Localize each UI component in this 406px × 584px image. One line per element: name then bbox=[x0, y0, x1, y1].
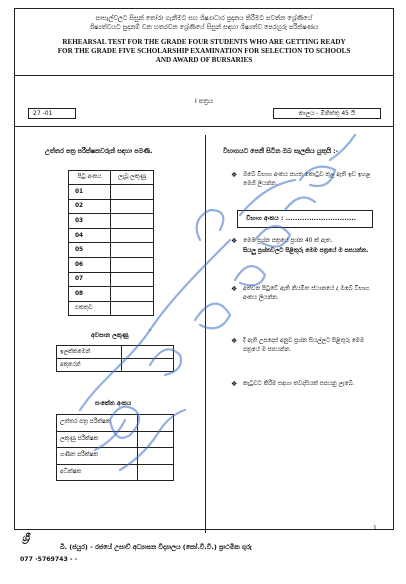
table-row bbox=[69, 272, 154, 287]
page-no-cell: 07 bbox=[69, 272, 111, 287]
in-numbers-label: ඉලක්කමෙන් bbox=[57, 346, 122, 359]
code-number-label: සංකේත අංකය bbox=[95, 400, 132, 407]
total-cell[interactable] bbox=[111, 301, 154, 316]
table-row bbox=[69, 214, 154, 229]
page-no-cell: 06 bbox=[69, 257, 111, 272]
bullet-icon: ❖ bbox=[231, 337, 238, 345]
examiners-title: උත්තර පත්‍ර පරීක්ෂකවරුන් සඳහා පමණි. bbox=[45, 148, 153, 155]
time-allowed: කාලය - මිනිත්තු 45 යි bbox=[273, 108, 381, 119]
marks-cell[interactable] bbox=[111, 214, 154, 229]
math-examiner-label: ගණිත පරීක්ෂක bbox=[57, 448, 138, 465]
marks-cell[interactable] bbox=[111, 185, 154, 200]
total-row bbox=[69, 301, 154, 316]
table-row bbox=[57, 464, 174, 481]
instruction-2a: මෙම ප්‍රශ්න පත්‍රයේ ප්‍රශ්න 40 ක් ඇත. bbox=[243, 238, 333, 244]
header-sinhala-line2: ශිෂ්‍යත්වයට සුදානම් වන හතරවන ශ්‍රේණියේ සිසුන් සඳහා ශිෂ්‍යත්ව පෙරහුරු පරීක්ෂණය bbox=[89, 23, 319, 31]
supervisor-label: අධීක්ෂක bbox=[57, 464, 138, 481]
score-table bbox=[68, 170, 154, 316]
exam-paper bbox=[14, 8, 394, 530]
marks-cell[interactable] bbox=[111, 257, 154, 272]
total-label: එකතුව bbox=[69, 301, 111, 316]
table-row bbox=[69, 199, 154, 214]
code-cell[interactable] bbox=[138, 431, 174, 448]
instruction-2b: සියලු ප්‍රශ්නවලට පිළිතුරු මෙම පත්‍රයේ ම සපයන්න. bbox=[243, 248, 369, 254]
page-no-cell: 05 bbox=[69, 243, 111, 258]
table-row bbox=[69, 257, 154, 272]
page-number-header: පිටු අංකය bbox=[69, 171, 111, 185]
in-numbers-cell[interactable] bbox=[122, 346, 174, 359]
marks-cell[interactable] bbox=[111, 243, 154, 258]
bullet-icon: ❖ bbox=[231, 171, 238, 179]
instruction-5: කැටුවට කිරීම සඳහා තවදාසියක් සපයනු ලැබේ. bbox=[243, 381, 355, 387]
page-no-cell: 01 bbox=[69, 185, 111, 200]
author-logo: ශ්‍රී bbox=[22, 533, 30, 544]
table-row bbox=[69, 243, 154, 258]
author-phone: 077 -5769743 - - bbox=[20, 556, 78, 563]
table-row bbox=[57, 346, 174, 359]
code-cell[interactable] bbox=[138, 415, 174, 432]
header-sinhala bbox=[15, 14, 393, 32]
table-row bbox=[69, 185, 154, 200]
candidate-instructions-title: විභාගයට පෙනී සිටින ඔබ සැලකිය යුතුයි :- bbox=[223, 148, 339, 155]
code-number-table bbox=[56, 414, 174, 481]
header-sinhala-line1: පාසැල්වලට සිසුන් තෝරා ගැනීමට සහ ශිෂ්‍යාධාර ප්‍රදානය කිරීමට පවත්න ශ්‍රේණියේ bbox=[95, 14, 313, 22]
instruction-3: අත්වන පිටුවේ ඇති නියමිත ස්ථානයේ ද ඔබේ විභාග අංකය ලියන්න. bbox=[243, 286, 370, 301]
bullet-icon: ❖ bbox=[231, 285, 238, 293]
page-no-cell: 02 bbox=[69, 199, 111, 214]
paper-label: I පත්‍රය bbox=[194, 97, 214, 105]
instruction-1: ඔබේ විභාග අංකය පහත කොටුව තුළ ඇති ඉඩ ඉහළ මෙහි ලියන්න. bbox=[243, 172, 371, 187]
page-no-cell: 08 bbox=[69, 287, 111, 302]
in-words-cell[interactable] bbox=[122, 359, 174, 372]
table-row bbox=[57, 431, 174, 448]
column-divider bbox=[205, 135, 206, 533]
header-english bbox=[15, 38, 393, 65]
table-row bbox=[69, 287, 154, 302]
marks-cell[interactable] bbox=[111, 272, 154, 287]
bullet-icon: ❖ bbox=[231, 380, 238, 388]
divider-middle bbox=[15, 126, 393, 127]
divider-top bbox=[15, 75, 393, 76]
bullet-icon: ❖ bbox=[231, 237, 238, 245]
table-row bbox=[69, 228, 154, 243]
marks-cell[interactable] bbox=[111, 228, 154, 243]
page-no-cell: 03 bbox=[69, 214, 111, 229]
final-marks-label: අවසාන ලකුණු bbox=[91, 332, 129, 339]
header-english-line2: FOR THE GRADE FIVE SCHOLARSHIP EXAMINATION FOR SELECTION TO SCHOOLS bbox=[57, 47, 351, 55]
in-words-label: අකුරෙන් bbox=[57, 359, 122, 372]
header-english-line3: AND AWARD OF BURSARIES bbox=[155, 56, 253, 64]
table-row bbox=[57, 359, 174, 372]
header-english-line1: REHEARSAL TEST FOR THE GRADE FOUR STUDENTS WHO ARE GETTING READY bbox=[62, 38, 346, 46]
index-number-box[interactable]: විභාග අංකය : .............................. bbox=[237, 210, 373, 228]
marks-cell[interactable] bbox=[111, 287, 154, 302]
final-marks-table bbox=[56, 345, 174, 372]
instruction-4: දී ඇති උපදෙස් අනුව ප්‍රශ්න සියල්ලට පිළිතුරු මෙම පත්‍රයේ ම සපයන්න. bbox=[243, 338, 365, 353]
paper-code: 27 -01 bbox=[28, 108, 76, 119]
page-number: 1 bbox=[373, 525, 377, 532]
marks-examiner-label: ලකුණු පරීක්ෂක bbox=[57, 431, 138, 448]
page-no-cell: 04 bbox=[69, 228, 111, 243]
answer-examiner-label: උත්තර පත්‍ර පරීක්ෂක bbox=[57, 415, 138, 432]
table-row bbox=[57, 415, 174, 432]
score-table-header bbox=[69, 171, 154, 185]
author-credit: බී. (ජයුර) - රජයේ උසාව් අධ්‍යාපන විද්‍යාලය (කෝ.වී.වී.) ප්‍රාථමික ගුරු bbox=[60, 543, 252, 551]
marks-cell[interactable] bbox=[111, 199, 154, 214]
marks-header: ලැබූ ලකුණු bbox=[111, 171, 154, 185]
table-row bbox=[57, 448, 174, 465]
code-cell[interactable] bbox=[138, 448, 174, 465]
code-cell[interactable] bbox=[138, 464, 174, 481]
